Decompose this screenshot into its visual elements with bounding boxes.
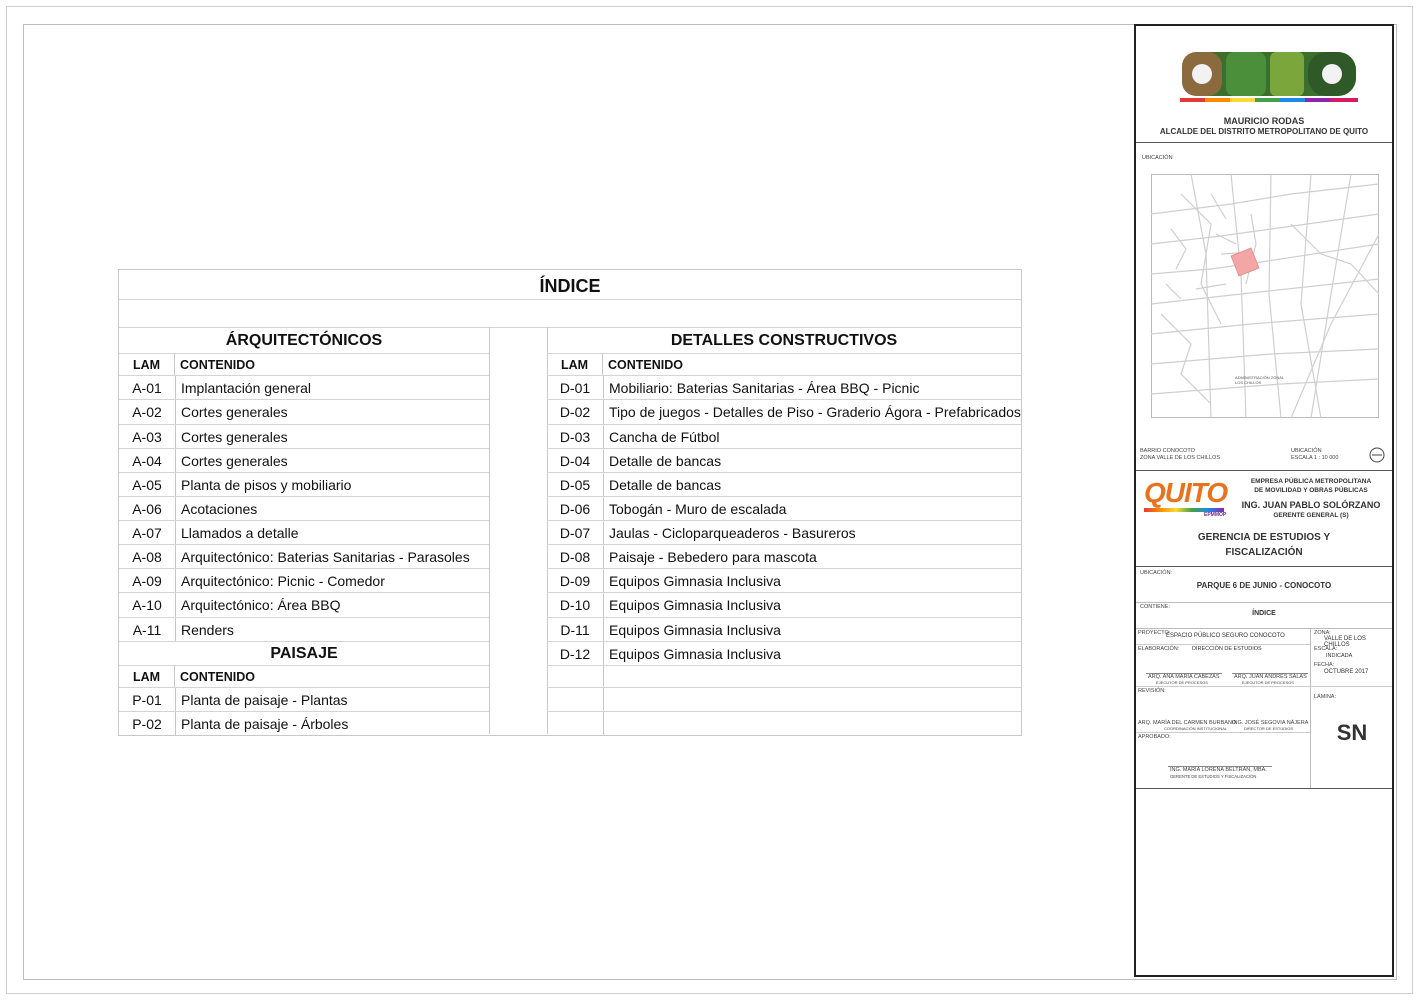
lam-cell: A-11 xyxy=(119,618,176,641)
contenido-header: CONTENIDO xyxy=(608,357,683,372)
map-annotation-1: ADMINISTRACIÓN ZONAL xyxy=(1235,375,1285,380)
table-row xyxy=(547,569,1021,593)
epmmop-logo-sub: EPMMOP xyxy=(1204,512,1227,518)
lam-cell: P-02 xyxy=(119,712,176,735)
table-row xyxy=(547,545,1021,569)
contenido-cell: Planta de paisaje - Árboles xyxy=(181,715,349,732)
index-title: ÍNDICE xyxy=(119,270,1021,300)
table-row xyxy=(119,473,489,497)
arquitectonicos-heading: ÁRQUITECTÓNICOS xyxy=(119,327,489,354)
table-row xyxy=(547,400,1021,425)
table-row xyxy=(547,521,1021,545)
epmmop-logo xyxy=(1144,478,1230,518)
lam-cell: A-05 xyxy=(119,473,176,496)
contenido-cell: Arquitectónico: Picnic - Comedor xyxy=(181,572,385,589)
lam-header: LAM xyxy=(119,666,175,687)
lam-cell: A-02 xyxy=(119,400,176,424)
table-row xyxy=(119,497,489,521)
lam-cell: A-04 xyxy=(119,449,176,472)
lam-cell: A-06 xyxy=(119,497,176,520)
contenido-cell: Tobogán - Muro de escalada xyxy=(609,500,787,517)
fecha-value: OCTUBRE 2017 xyxy=(1324,669,1369,675)
ubicacion-info-value: PARQUE 6 DE JUNIO - CONOCOTO xyxy=(1196,581,1332,590)
manager-name: ING. JUAN PABLO SOLÓRZANO xyxy=(1241,500,1381,510)
contiene-value: ÍNDICE xyxy=(1252,610,1276,617)
contenido-cell: Cortes generales xyxy=(181,452,288,469)
lam-cell: D-08 xyxy=(547,545,604,568)
table-row xyxy=(119,712,489,735)
contenido-cell: Tipo de juegos - Detalles de Piso - Graderio Ágora - Prefabricados xyxy=(609,404,1021,420)
signer-2-role: EJECUTOR DE PROCESOS xyxy=(1242,680,1294,685)
ubicacion-scale-label: UBICACIÓN xyxy=(1291,448,1322,454)
contenido-cell: Cortes generales xyxy=(181,404,288,420)
proyecto-value: ESPACIO PÚBLICO SEGURO CONOCOTO xyxy=(1166,633,1285,639)
signer-4-role: DIRECTOR DE ESTUDIOS xyxy=(1244,726,1294,731)
lam-cell: A-03 xyxy=(119,425,176,448)
lam-cell: D-06 xyxy=(547,497,604,520)
paisaje-heading: PAISAJE xyxy=(119,642,489,666)
contenido-cell: Cortes generales xyxy=(181,428,288,445)
contenido-cell: Mobiliario: Baterias Sanitarias - Área BBQ - Picnic xyxy=(609,379,920,396)
signer-5-role: GERENTE DE ESTUDIOS Y FISCALIZACIÓN xyxy=(1170,774,1257,779)
credits-hline xyxy=(1136,732,1310,733)
aprobado-label: APROBADO: xyxy=(1138,734,1171,740)
contenido-cell: Cancha de Fútbol xyxy=(609,428,720,445)
lam-cell: A-10 xyxy=(119,593,176,617)
table-row xyxy=(547,618,1021,642)
company-section xyxy=(1136,470,1392,567)
title-block xyxy=(1134,24,1394,977)
north-arrow-icon xyxy=(1369,447,1385,463)
signer-1-role: EJECUTOR DE PROCESOS xyxy=(1156,680,1208,685)
mayor-section xyxy=(1136,26,1392,143)
mayor-title: ALCALDE DEL DISTRITO METROPOLITANO DE QUITO xyxy=(1159,127,1369,136)
detalles-heading: DETALLES CONSTRUCTIVOS xyxy=(547,327,1021,354)
signer-3-role: COORDINACIÓN INSTITUCIONAL xyxy=(1164,726,1228,731)
ubicacion-info-row xyxy=(1136,566,1392,603)
table-row xyxy=(547,449,1021,473)
contenido-cell: Renders xyxy=(181,621,234,638)
lamina-value: SN xyxy=(1336,720,1368,745)
map-annotation-2: LOS CHILLOS xyxy=(1235,380,1262,385)
table-header-row xyxy=(547,354,1021,376)
signer-3-name: ARQ. MARÍA DEL CARMEN BURBANO xyxy=(1138,720,1237,726)
gerencia-line-1: GERENCIA DE ESTUDIOS Y xyxy=(1197,532,1331,543)
contenido-cell: Equipos Gimnasia Inclusiva xyxy=(609,572,781,589)
lam-cell: D-03 xyxy=(547,425,604,448)
table-row xyxy=(119,618,489,642)
table-row xyxy=(119,449,489,473)
table-row xyxy=(547,425,1021,449)
table-row xyxy=(119,593,489,618)
escala-label: ESCALA: xyxy=(1314,646,1338,652)
company-name-1: EMPRESA PÚBLICA METROPOLITANA xyxy=(1250,478,1372,485)
table-row xyxy=(547,593,1021,618)
contenido-cell: Jaulas - Cicloparqueaderos - Basureros xyxy=(609,524,856,541)
fecha-label: FECHA: xyxy=(1314,662,1335,668)
credits-section xyxy=(1136,628,1392,789)
table-row xyxy=(119,688,489,712)
contenido-cell: Implantación general xyxy=(181,379,311,396)
ubicacion-info-label: UBICACIÓN: xyxy=(1140,570,1173,576)
contenido-cell: Planta de paisaje - Plantas xyxy=(181,691,348,708)
lam-cell xyxy=(547,712,604,735)
table-row xyxy=(119,400,489,425)
table-row xyxy=(119,521,489,545)
lam-cell: D-10 xyxy=(547,593,604,617)
signer-2-name: ARQ. JUAN ANDRÉS SALAS xyxy=(1234,674,1307,680)
lam-cell xyxy=(547,666,604,687)
lam-cell: A-09 xyxy=(119,569,176,592)
location-map xyxy=(1151,174,1379,418)
table-header-row xyxy=(119,666,489,688)
lam-cell: A-07 xyxy=(119,521,176,544)
mayor-name: MAURICIO RODAS xyxy=(1223,116,1305,126)
manager-title: GERENTE GENERAL (S) xyxy=(1273,512,1349,519)
table-row xyxy=(547,497,1021,521)
lam-cell: D-05 xyxy=(547,473,604,496)
contenido-cell: Arquitectónico: Baterias Sanitarias - Parasoles xyxy=(181,548,470,565)
epmmop-logo-text: QUITO xyxy=(1144,477,1228,508)
company-name-2: DE MOVILIDAD Y OBRAS PÚBLICAS xyxy=(1254,487,1368,494)
empty-row xyxy=(547,688,1021,712)
lam-cell: D-04 xyxy=(547,449,604,472)
table-row xyxy=(119,545,489,569)
elaboracion-label: ELABORACIÓN: xyxy=(1138,646,1180,652)
elaboracion-value: DIRECCIÓN DE ESTUDIOS xyxy=(1192,646,1262,652)
quito-logo xyxy=(1180,44,1358,106)
contenido-cell: Equipos Gimnasia Inclusiva xyxy=(609,621,781,638)
lam-header: LAM xyxy=(547,354,603,375)
contiene-label: CONTIENE: xyxy=(1140,604,1170,610)
lam-cell xyxy=(547,688,604,711)
lam-cell: A-01 xyxy=(119,376,176,399)
barrio-line-1: BARRIO CONOCOTO xyxy=(1140,448,1195,454)
contenido-cell: Detalle de bancas xyxy=(609,476,722,493)
contiene-row xyxy=(1136,602,1392,629)
proyecto-label: PROYECTO: xyxy=(1138,630,1171,636)
contenido-cell: Paisaje - Bebedero para mascota xyxy=(609,548,817,565)
empty-row xyxy=(547,666,1021,688)
lam-cell: D-09 xyxy=(547,569,604,592)
contenido-cell: Equipos Gimnasia Inclusiva xyxy=(609,597,781,613)
contenido-cell: Llamados a detalle xyxy=(181,524,299,541)
table-row xyxy=(547,376,1021,400)
lam-cell: P-01 xyxy=(119,688,176,711)
lam-header: LAM xyxy=(119,354,175,375)
escala-value: INDICADA xyxy=(1326,653,1353,659)
contenido-cell: Acotaciones xyxy=(181,500,258,517)
zona-label: ZONA: xyxy=(1314,630,1331,636)
table-header-row xyxy=(119,354,489,376)
blank-row xyxy=(119,299,1021,328)
credits-hline xyxy=(1136,644,1310,645)
barrio-line-2: ZONA VALLE DE LOS CHILLOS xyxy=(1140,455,1220,461)
lam-cell: A-08 xyxy=(119,545,176,568)
zona-value: VALLE DE LOS CHILLOS xyxy=(1324,636,1366,648)
contenido-cell: Detalle de bancas xyxy=(609,452,722,469)
empty-row xyxy=(547,712,1021,735)
lamina-label: LÁMINA: xyxy=(1314,694,1337,700)
ubicacion-scale-value: ESCALA 1 : 10 000 xyxy=(1291,455,1339,461)
detalles-rows xyxy=(547,376,1021,666)
credits-divider xyxy=(1310,628,1311,788)
contenido-cell: Arquitectónico: Área BBQ xyxy=(181,597,341,613)
index-table xyxy=(118,269,1022,736)
arquitectonicos-column xyxy=(119,327,489,735)
table-row xyxy=(119,569,489,593)
column-gap xyxy=(489,327,548,734)
table-row xyxy=(119,425,489,449)
ubicacion-label: UBICACIÓN xyxy=(1142,155,1173,161)
signer-1-name: ARQ. ANA MARÍA CABEZAS xyxy=(1148,674,1220,680)
location-section xyxy=(1136,142,1392,471)
table-row xyxy=(547,642,1021,666)
arquitectonicos-rows xyxy=(119,376,489,642)
contenido-header: CONTENIDO xyxy=(180,669,255,684)
lam-cell: D-02 xyxy=(547,400,604,424)
paisaje-rows xyxy=(119,688,489,735)
contenido-cell: Equipos Gimnasia Inclusiva xyxy=(609,645,781,662)
contenido-cell: Planta de pisos y mobiliario xyxy=(181,476,352,493)
lam-cell: D-11 xyxy=(547,618,604,641)
signer-4-name: ING. JOSÉ SEGOVIA NÁJERA xyxy=(1232,720,1309,726)
revision-label: REVISIÓN: xyxy=(1138,688,1166,694)
table-row xyxy=(547,473,1021,497)
table-row xyxy=(119,376,489,400)
gerencia-line-2: FISCALIZACIÓN xyxy=(1225,547,1303,558)
lam-cell: D-12 xyxy=(547,642,604,665)
signer-5-name: ING. MARÍA LORENA BELTRÁN, MBA. xyxy=(1170,767,1267,773)
lam-cell: D-01 xyxy=(547,376,604,399)
contenido-header: CONTENIDO xyxy=(180,357,255,372)
lam-cell: D-07 xyxy=(547,521,604,544)
detalles-column xyxy=(547,327,1021,735)
credits-hline xyxy=(1136,686,1392,687)
